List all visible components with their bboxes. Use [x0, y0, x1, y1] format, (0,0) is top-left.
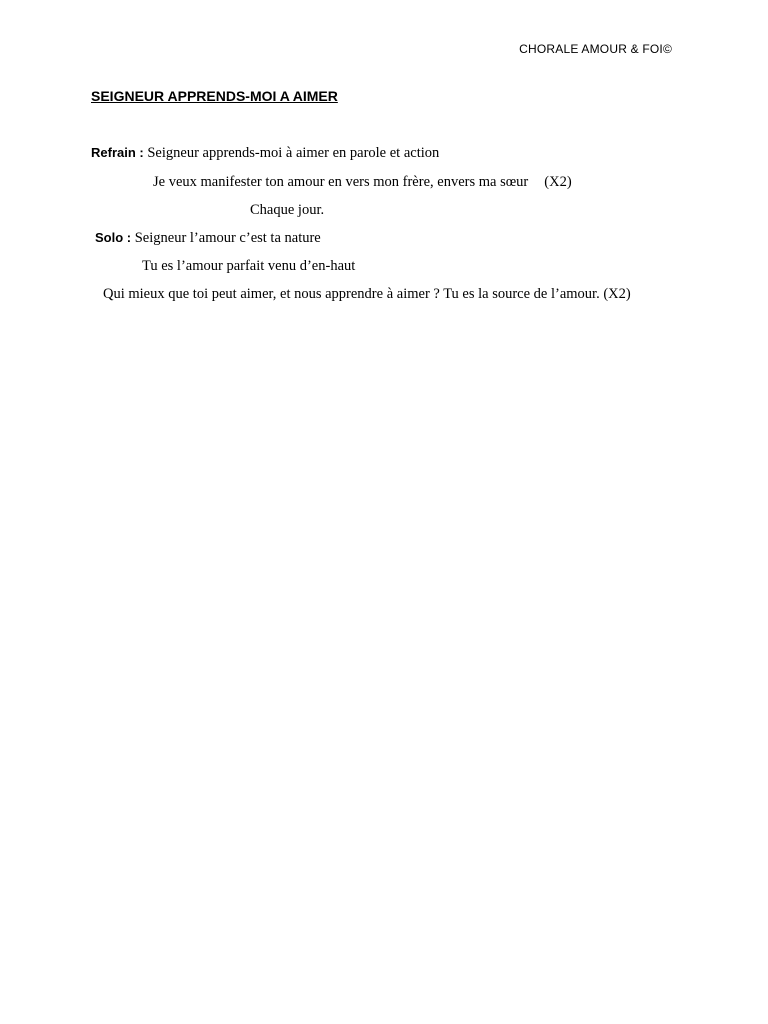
solo-line-1-text: Seigneur l’amour c’est ta nature: [134, 230, 321, 246]
refrain-line-3: Chaque jour.: [250, 202, 325, 218]
solo-label: Solo :: [95, 230, 132, 245]
refrain-line-2: [153, 174, 572, 191]
refrain-label: Refrain :: [91, 145, 144, 160]
song-title: SEIGNEUR APPRENDS-MOI A AIMER: [91, 88, 338, 104]
refrain-repeat-marker: (X2): [544, 174, 572, 190]
solo-line-2: Tu es l’amour parfait venu d’en-haut: [142, 258, 356, 274]
refrain-line-1: [91, 145, 439, 162]
refrain-line-1-text: Seigneur apprends-moi à aimer en parole et action: [147, 145, 440, 161]
page-header-org: CHORALE AMOUR & FOI©: [519, 42, 672, 56]
refrain-line-2-text: Je veux manifester ton amour en vers mon frère, envers ma sœur: [153, 174, 529, 190]
solo-line-1: [95, 230, 321, 247]
solo-line-3: Qui mieux que toi peut aimer, et nous apprendre à aimer ? Tu es la source de l’amour. (X2): [103, 286, 631, 302]
